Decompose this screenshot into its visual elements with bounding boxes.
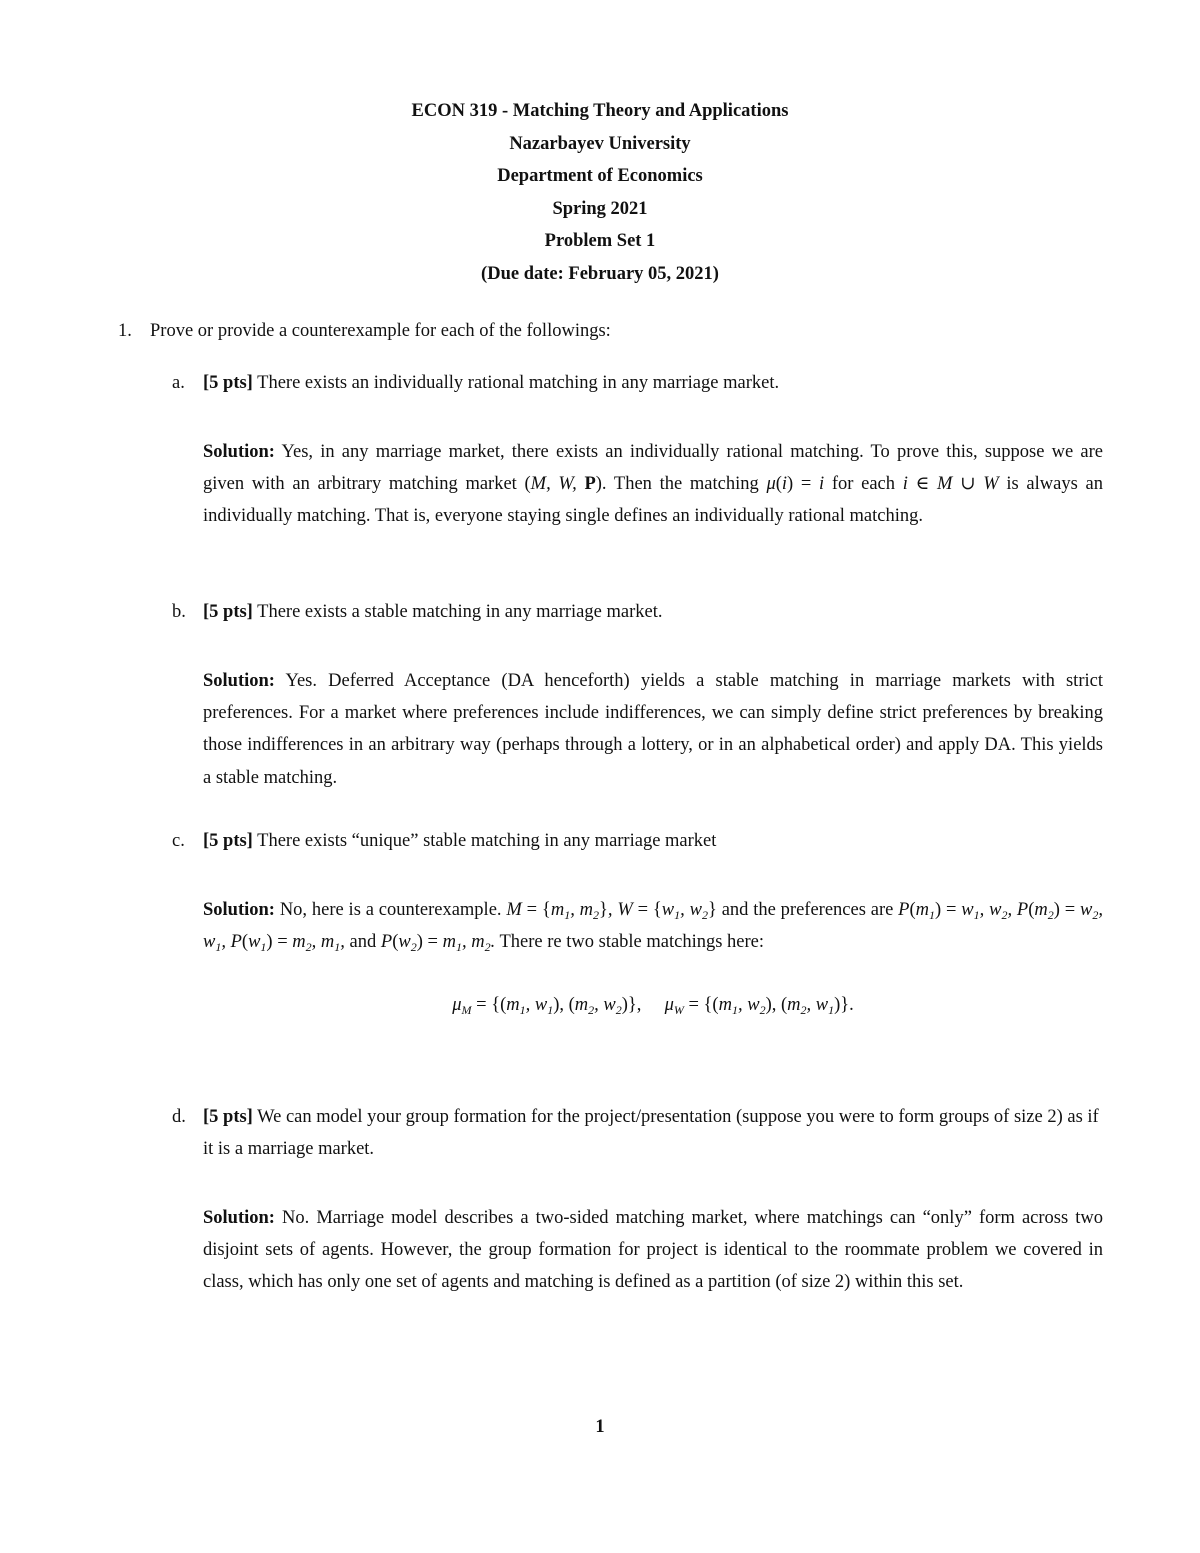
solution-b [203,665,1103,794]
solution-text: is always an individually matching. That is, everyone staying single defines an individually rational matching. [203,474,1103,527]
solution-label: Solution: [203,1208,275,1228]
math-identity-matching: μ(i) = i [766,474,825,495]
math-agent-sets: $M = \{m_1$, $m_2$}, $W = \{w_1$, $w_2$} [506,900,717,922]
solution-c [203,894,1103,958]
solution-a [203,436,1103,533]
math-preference-w2: $P(w_2) = m_1$, $m_2$. [380,932,496,955]
course-title: ECON 319 - Matching Theory and Applications [411,101,789,121]
item-label: a. [172,373,185,393]
title-block [0,98,1200,294]
page-number: 1 [595,1417,605,1437]
question-prompt [118,318,1108,344]
item-statement-text: We can model your group formation for the project/presentation (suppose you were to form groups of size 2) as if it is a marriage market. [203,1107,1099,1160]
item-statement [203,1101,1108,1165]
assignment-title: Problem Set 1 [544,231,656,252]
solution-text: Yes, in any marriage market, there exists an individually rational matching. To prove this, suppose we are given with an arbitrary matching market ( [203,442,1103,495]
question-number: 1. [118,321,132,341]
solution-label: Solution: [203,671,275,691]
solution-text: for each [824,474,903,495]
solution-text: and [349,932,377,953]
stable-matchings-equation: $\mu_M = \{(m_1$, $w_1$), ($m_2$, $w_2$)}, $\mu_W = \{(m_1$, $w_2$), ($m_2$, $w_1$)}. [452,995,854,1017]
solution-text: Yes. Deferred Acceptance (DA henceforth) yields a stable matching in marriage markets with strict preferences. For a market where preferences include indifferences, we can simply define strict preferences by breaking those indifferences in an arbitrary way (perhaps through a lottery, or in an alphabetical order) and apply DA. This yields a stable matching. [203,671,1103,788]
solution-text: There re two stable matchings here: [499,932,765,953]
due-date: (Due date: February 05, 2021) [481,263,719,284]
points-badge: [5 pts] [203,373,253,393]
item-label: d. [172,1107,186,1127]
points-badge: [5 pts] [203,831,253,851]
item-statement [203,370,1108,396]
item-statement [203,599,1108,625]
question-prompt-text: Prove or provide a counterexample for each of the followings: [150,321,611,341]
solution-label: Solution: [203,900,275,920]
solution-text: No. Marriage model describes a two-sided matching market, where matchings can “only” form across two disjoint sets of agents. However, the group formation for project is identical to the roommate problem we covered in class, which has only one set of agents and matching is defined as a partition (of size 2) within this set. [203,1208,1103,1293]
term: Spring 2021 [552,198,648,219]
math-market-tuple: M, W, P [530,474,596,495]
solution-text: ). Then the matching [595,474,767,495]
item-statement-text: There exists an individually rational matching in any marriage market. [257,373,780,393]
solution-text: and the preferences are [721,900,894,920]
solution-label: Solution: [203,442,275,462]
solution-text: No, here is a counterexample. [279,900,502,920]
solution-d [203,1202,1103,1299]
points-badge: [5 pts] [203,602,253,622]
item-statement-text: There exists “unique” stable matching in any marriage market [257,831,717,851]
item-statement-text: There exists a stable matching in any marriage market. [257,602,663,622]
points-badge: [5 pts] [203,1107,253,1127]
item-label: b. [172,602,186,622]
item-label: c. [172,831,185,851]
department-name: Department of Economics [497,166,703,187]
item-statement [203,828,1108,854]
math-agent-set: i ∈ M ∪ W [902,474,999,495]
math-preferences: $P(m_1) = w_1$, $w_2$, $P(m_2) = w_2$, $w_1$, $P(w_1) = m_2$, $m_1$, [203,900,1104,955]
university-name: Nazarbayev University [509,133,691,154]
